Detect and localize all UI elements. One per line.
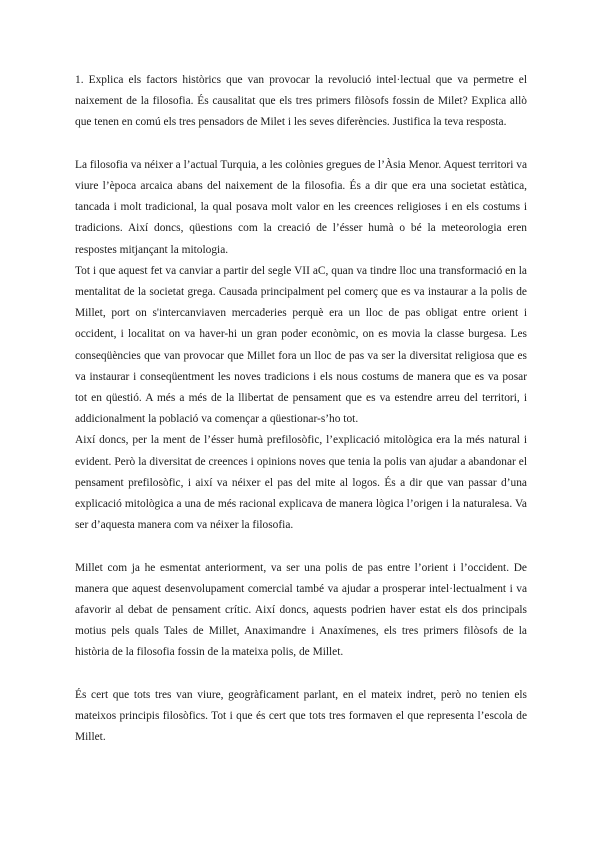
answer-paragraph-mythos-logos: Així doncs, per la ment de l’ésser humà prefilosòfic, l’explicació mitològica era la més natural i evident. Però la diversitat de creences i opinions noves que tenia la polis van ajudar a abandonar el pensament prefilosòfic, i així va néixer el pas del mite al logos. És a dir que van passar d’una explicació mitològica a una de més racional explicava de manera lògica l’origen i la naturalesa. Va ser d’aquesta manera com va néixer la filosofia. — [75, 434, 527, 532]
paragraph-spacer — [75, 536, 527, 557]
answer-paragraph-conclusion: És cert que tots tres van viure, geogràficament parlant, en el mateix indret, però no tenien els mateixos principis filosòfics. Tot i que és cert que tots tres formaven el que representa l’escola de Millet. — [75, 688, 527, 744]
paragraph-spacer — [75, 664, 527, 685]
answer-paragraph-change: Tot i que aquest fet va canviar a partir del segle VII aC, quan va tindre lloc una transformació en la mentalitat de la societat grega. Causada principalment pel comerç que es va instaurar a la polis de Millet, port on s'intercanviaven mercaderies perquè era un lloc de pas obligat entre orient i occident, i localitat on va haver-hi un gran poder econòmic, on es movia la classe burgesa. Les conseqüències que van provocar que Millet fora un lloc de pas va ser la diversitat religiosa que es va instaurar i conseqüentment les noves tradicions i els nous costums de manera que es va posar tot en qüestió. A més a més de la llibertat de pensament que es va estendre arreu del territori, i addicionalment la població va començar a qüestionar-s’ho tot. — [75, 264, 527, 426]
question-paragraph: 1. Explica els factors històrics que van provocar la revolució intel·lectual que va permetre el naixement de la filosofia. És causalitat que els tres primers filòsofs fossin de Milet? Explica allò que tenen en comú els tres pensadors de Milet i les seves diferències. Justifica la teva resposta. — [75, 74, 527, 129]
paragraph-spacer — [75, 134, 527, 155]
document-body — [75, 70, 527, 748]
answer-paragraph-milet: Millet com ja he esmentat anteriorment, va ser una polis de pas entre l’orient i l’occident. De manera que aquest desenvolupament comercial també va ajudar a prosperar intel·lectualment i va afavorir al debat de pensament crític. Així doncs, aquests podrien haver estat els dos principals motius pels quals Tales de Millet, Anaximandre i Anaxímenes, els tres primers filòsofs de la història de la filosofia fossin de la mateixa polis, de Millet. — [75, 561, 527, 659]
answer-paragraph-origin: La filosofia va néixer a l’actual Turquia, a les colònies gregues de l’Àsia Menor. Aquest territori va viure l’època arcaica abans del naixement de la filosofia. És a dir que era una societat estàtica, tancada i molt tradicional, la qual posava molt valor en les creences religioses i en els costums i tradicions. Així doncs, qüestions com la creació de l’ésser humà o bé la meteorologia eren respostes mitjançant la mitologia. — [75, 158, 527, 256]
